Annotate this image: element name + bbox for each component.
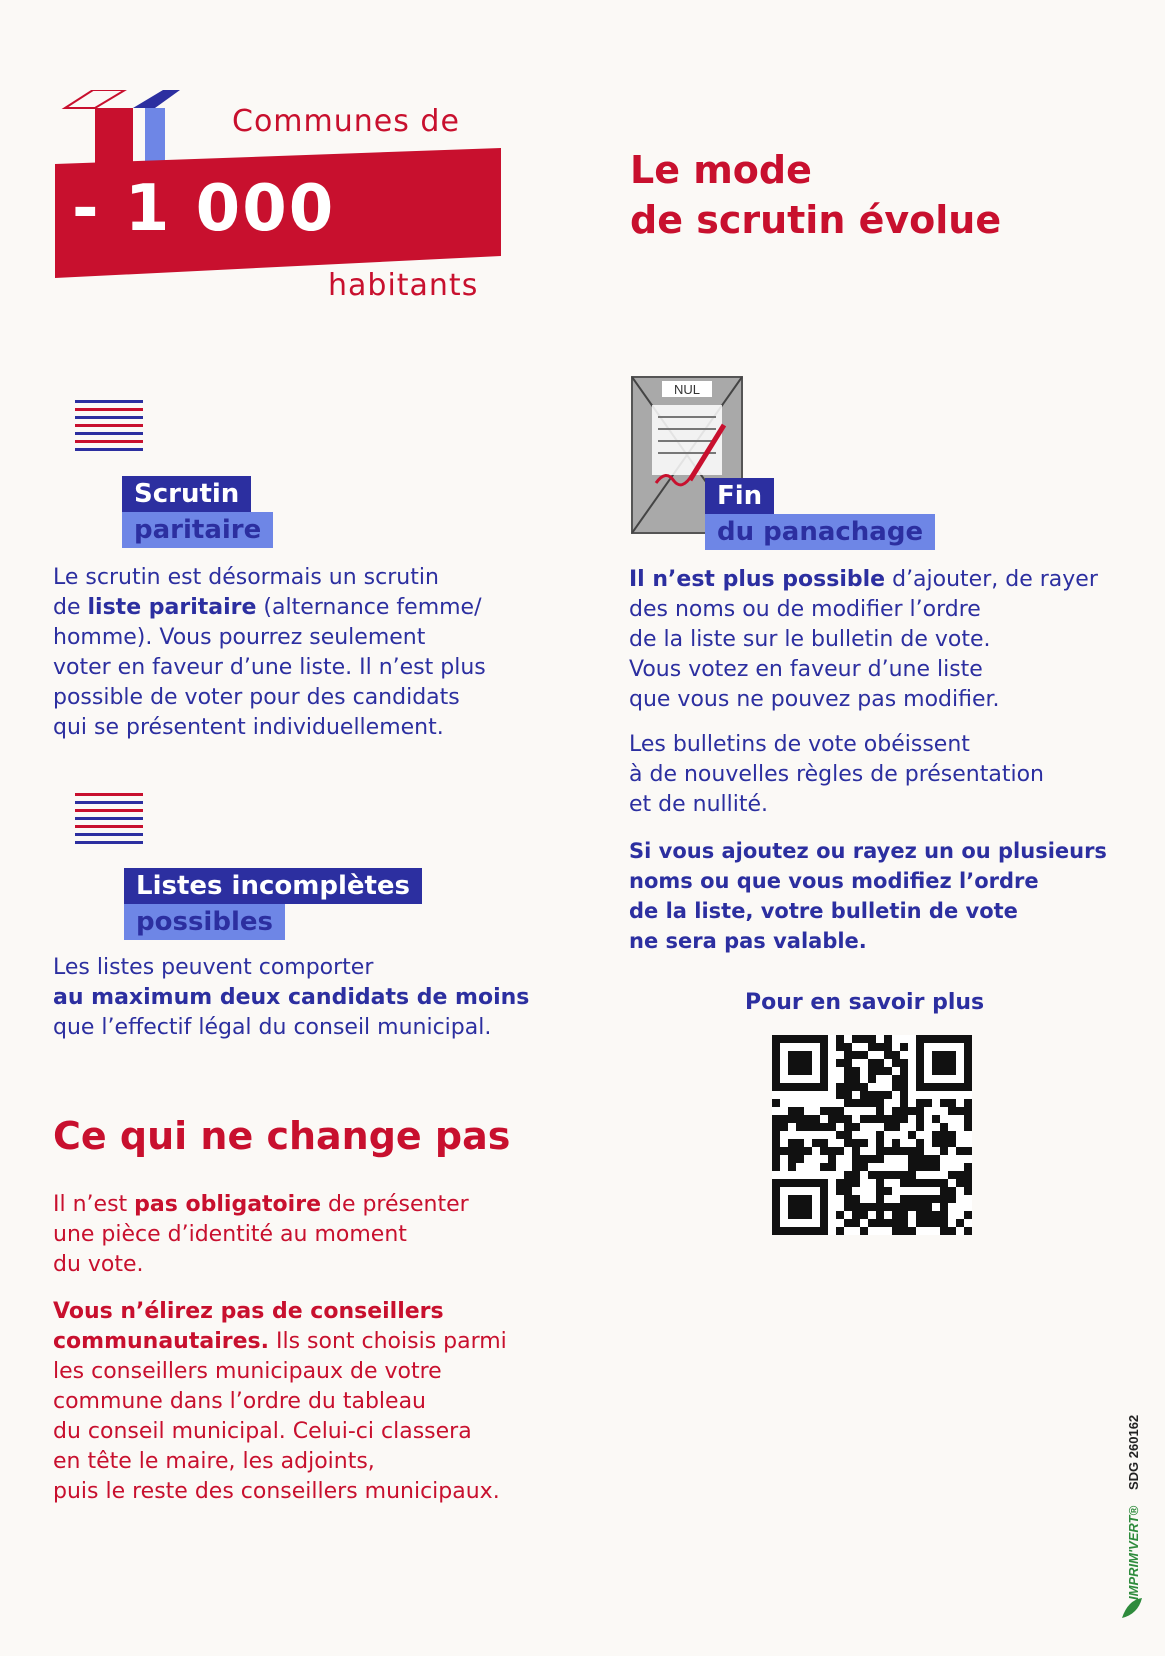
- text-line: des noms ou de modifier l’ordre: [629, 597, 981, 622]
- flag-lines-icon: [75, 793, 143, 849]
- text-bold: communautaires.: [53, 1329, 269, 1354]
- text-run: de présenter: [320, 1192, 469, 1217]
- badge-line-1: Scrutin: [122, 476, 251, 512]
- text-line: du conseil municipal. Celui-ci classera: [53, 1419, 472, 1444]
- text-line: homme). Vous pourrez seulement: [53, 625, 426, 650]
- text-line: Le scrutin est désormais un scrutin: [53, 565, 439, 590]
- text-line: à de nouvelles règles de présentation: [629, 762, 1044, 787]
- badge-scrutin-paritaire: [122, 476, 273, 548]
- text-line: Les listes peuvent comporter: [53, 955, 374, 980]
- page-title: [630, 145, 1001, 245]
- right-paragraph-3: [629, 836, 1159, 956]
- badge-line-1: Listes incomplètes: [124, 868, 422, 904]
- brand-bottom-text: habitants: [328, 268, 479, 303]
- text-line: [53, 1190, 613, 1220]
- badge-line-2: paritaire: [122, 512, 273, 548]
- text-bold: pas obligatoire: [134, 1192, 321, 1217]
- text-line: puis le reste des conseillers municipaux.: [53, 1479, 500, 1504]
- text-line: voter en faveur d’une liste. Il n’est plus: [53, 655, 486, 680]
- badge-line-2: du panachage: [705, 514, 935, 550]
- badge-listes-incompletes: [124, 868, 422, 940]
- text-line: du vote.: [53, 1252, 144, 1277]
- text-line: de la liste sur le bulletin de vote.: [629, 627, 991, 652]
- ballot-label: NUL: [673, 382, 701, 397]
- text-bold: Vous n’élirez pas de conseillers: [53, 1299, 444, 1324]
- text-line: Si vous ajoutez ou rayez un ou plusieurs: [629, 839, 1107, 863]
- text-run: de: [53, 595, 88, 620]
- text-run: Il n’est: [53, 1192, 135, 1217]
- text-line: possible de voter pour des candidats: [53, 685, 460, 710]
- qr-title: Pour en savoir plus: [745, 990, 985, 1015]
- text-bold: au maximum deux candidats de moins: [53, 985, 530, 1010]
- section1-paragraph: [53, 563, 573, 743]
- text-line: qui se présentent individuellement.: [53, 715, 444, 740]
- section3-paragraph-1: [53, 1190, 613, 1280]
- text-line: et de nullité.: [629, 792, 769, 817]
- right-paragraph-2: [629, 730, 1149, 820]
- section2-paragraph: [53, 953, 613, 1043]
- print-footer: [1118, 1300, 1148, 1620]
- text-line: [629, 565, 1149, 595]
- text-line: noms ou que vous modifiez l’ordre: [629, 869, 1039, 893]
- text-line: les conseillers municipaux de votre: [53, 1359, 442, 1384]
- badge-fin-panachage: [705, 478, 935, 550]
- badge-line-2: possibles: [124, 904, 285, 940]
- section3-paragraph-2: [53, 1297, 613, 1507]
- document-code: SDG 260162: [1126, 1414, 1141, 1490]
- text-line: que l’effectif légal du conseil municipal.: [53, 1015, 492, 1040]
- text-run: d’ajouter, de rayer: [885, 567, 1098, 592]
- text-line: commune dans l’ordre du tableau: [53, 1389, 427, 1414]
- text-bold: liste paritaire: [87, 595, 257, 620]
- brand-number: - 1 000: [72, 172, 336, 246]
- brand-top-text: Communes de: [232, 104, 460, 139]
- flag-lines-icon: [75, 400, 143, 456]
- imprim-vert-label: IMPRIM'VERT®: [1126, 1505, 1141, 1600]
- title-line-1: Le mode: [630, 148, 812, 192]
- text-line: Les bulletins de vote obéissent: [629, 732, 970, 757]
- text-line: Vous votez en faveur d’une liste: [629, 657, 983, 682]
- text-line: de la liste, votre bulletin de vote: [629, 899, 1018, 923]
- text-line: ne sera pas valable.: [629, 929, 867, 953]
- text-line: [53, 1327, 613, 1357]
- text-bold: Il n’est plus possible: [629, 567, 886, 592]
- text-line: que vous ne pouvez pas modifier.: [629, 687, 1000, 712]
- right-paragraph-1: [629, 565, 1149, 715]
- section-heading: Ce qui ne change pas: [53, 1114, 511, 1158]
- leaf-icon: [1122, 1598, 1142, 1618]
- qr-code-icon[interactable]: [772, 1035, 972, 1235]
- text-run: (alternance femme/: [256, 595, 482, 620]
- text-line: une pièce d’identité au moment: [53, 1222, 407, 1247]
- title-line-2: de scrutin évolue: [630, 198, 1002, 242]
- text-run: Ils sont choisis parmi: [268, 1329, 507, 1354]
- badge-line-1: Fin: [705, 478, 774, 514]
- text-line: [53, 593, 573, 623]
- text-line: en tête le maire, les adjoints,: [53, 1449, 375, 1474]
